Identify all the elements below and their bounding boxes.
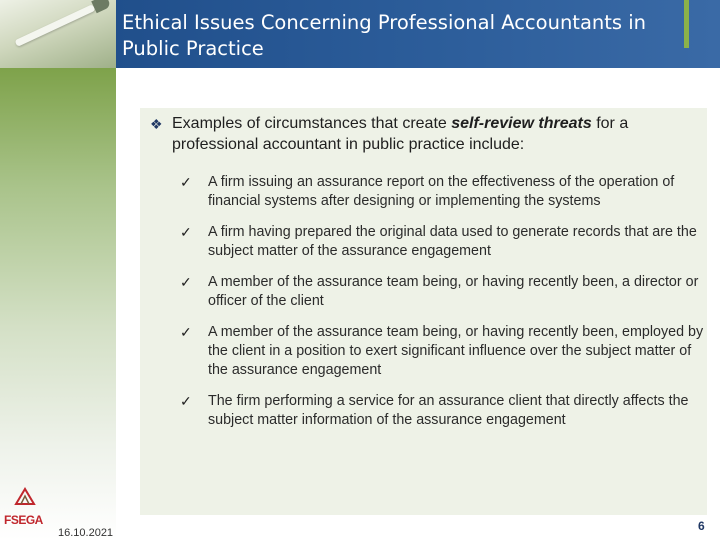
list-item	[180, 223, 706, 261]
list-item	[180, 273, 706, 311]
slide-title-line-1: Ethical Issues Concerning Professional Accountants in	[122, 11, 647, 34]
fsega-logo	[4, 486, 44, 538]
intro-text	[172, 113, 695, 155]
list-item-text: The firm performing a service for an assurance client that directly affects the subject matter information of the assurance engagement	[208, 393, 689, 428]
slide-title	[122, 10, 682, 62]
checkmark-icon: ✓	[180, 324, 192, 340]
list-item	[180, 323, 706, 380]
examples-list	[180, 173, 706, 442]
list-item	[180, 392, 706, 430]
logo-text: FSEGA	[4, 513, 43, 527]
checkmark-icon: ✓	[180, 224, 192, 240]
intro-text-after: for a professional accountant in public practice include:	[172, 115, 629, 153]
header-pen-photo	[0, 0, 116, 68]
intro-text-before: Examples of circumstances that create	[172, 115, 452, 132]
page-number: 6	[698, 519, 705, 533]
list-item-text: A member of the assurance team being, or having recently been, employed by the client in a position to exert significant influence over the subject matter of the assurance engagement	[208, 324, 704, 378]
list-item-text: A firm having prepared the original data used to generate records that are the subject matter of the assurance engagement	[208, 224, 697, 259]
slide-title-line-2: Public Practice	[122, 37, 264, 60]
checkmark-icon: ✓	[180, 274, 192, 290]
list-item-text: A member of the assurance team being, or having recently been, a director or officer of the client	[208, 274, 699, 309]
intro-bullet	[150, 113, 695, 155]
pen-icon	[15, 4, 96, 47]
slide-date: 16.10.2021	[58, 527, 114, 539]
intro-emphasis: self-review threats	[451, 115, 592, 132]
diamond-bullet-icon: ❖	[150, 116, 163, 132]
checkmark-icon: ✓	[180, 393, 192, 409]
list-item	[180, 173, 706, 211]
slide-header	[0, 0, 720, 68]
header-accent-bar	[684, 0, 689, 48]
logo-emblem-icon	[14, 486, 36, 506]
list-item-text: A firm issuing an assurance report on the effectiveness of the operation of financial systems after designing or implementing the systems	[208, 174, 675, 209]
checkmark-icon: ✓	[180, 174, 192, 190]
left-decorative-band	[0, 68, 116, 540]
